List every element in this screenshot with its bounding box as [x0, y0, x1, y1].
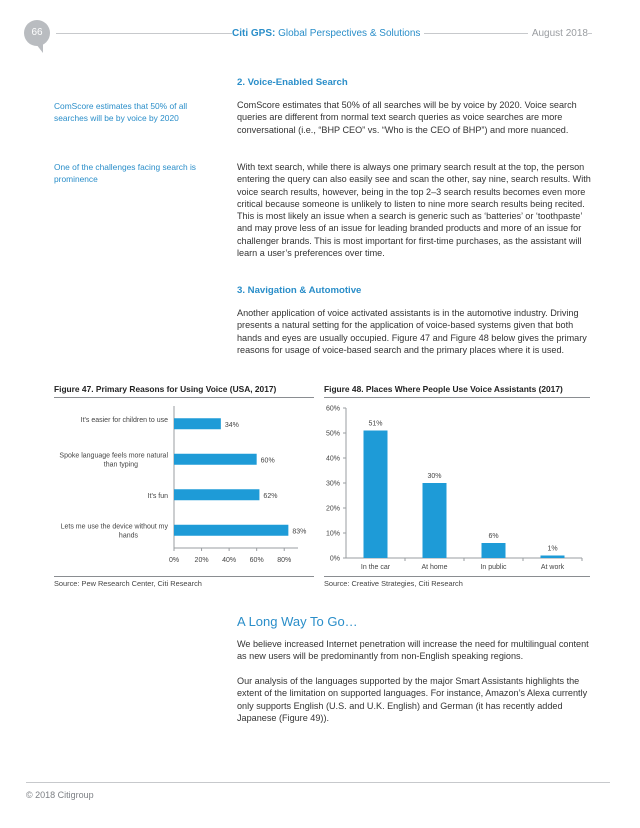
category-label-4: Lets me use the device without my hands: [60, 523, 168, 540]
sidebar-note-2: One of the challenges facing search is prominence: [54, 162, 196, 184]
figure-47-title: Figure 47. Primary Reasons for Using Voice (USA, 2017): [54, 384, 277, 394]
bar-2: [174, 454, 257, 465]
sidebar-note-1: ComScore estimates that 50% of all searches will be by voice by 2020: [54, 101, 188, 123]
bar-2: [423, 483, 447, 558]
brand-subtitle: Global Perspectives & Solutions: [275, 28, 421, 39]
y-tick-label-6: 50%: [325, 430, 340, 438]
paragraph-long-way-1: We believe increased Internet penetration will increase the need for multilingual content as new users will be predominantly from non-English speaking regions.: [237, 639, 589, 662]
bar-1: [364, 431, 388, 559]
category-label-4: At work: [540, 564, 565, 571]
data-label-3: 62%: [263, 492, 278, 500]
brand-title: [232, 28, 424, 39]
bar-4: [174, 525, 288, 536]
category-label-2: Spoke language feels more natural than typing: [59, 452, 168, 469]
figure-47-bottom-rule: [54, 576, 314, 577]
x-tick-label-1: 0%: [168, 557, 180, 564]
category-label-1: It's easier for children to use: [80, 416, 168, 424]
data-label-1: 34%: [224, 421, 239, 429]
paragraph-voice-search-1: ComScore estimates that 50% of all searches will be by voice by 2020. Voice search queries are different from normal text search queries as voice searches are more conversational (i.e., “BHP CEO” vs. “Who is the CEO of BHP”) and more nuanced.: [237, 100, 577, 135]
y-tick-label-1: 0%: [329, 555, 340, 563]
figure-48-source: Source: Creative Strategies, Citi Research: [324, 579, 463, 588]
figure-48-top-rule: [324, 397, 590, 398]
data-label-4: 1%: [547, 545, 558, 553]
section-heading-navigation: 3. Navigation & Automotive: [237, 285, 362, 296]
figure-47-chart: [54, 400, 320, 576]
data-label-1: 51%: [368, 420, 383, 428]
data-label-2: 60%: [260, 457, 275, 465]
figure-48-title: Figure 48. Places Where People Use Voice Assistants (2017): [324, 384, 563, 394]
header-date: August 2018: [528, 28, 588, 39]
x-tick-label-5: 80%: [277, 557, 292, 564]
paragraph-voice-search-2: With text search, while there is always one primary search result at the top, the person entering the query can also easily see and scan the other, say nine, search results. With voice search results, however, being in the top 2–3 search results becomes even more critical because someone is unlikely to listen to nine more search results being recited. This is most likely an issue when a search is generic such as ‘batteries’ or ‘toothpaste’ and may prove less of an issue for leading branded products and more of an issue for challenger brands. This is most important for first-time purchases, as the assistant will learn a user’s preferences over time.: [237, 162, 591, 259]
y-tick-label-3: 20%: [325, 505, 340, 513]
bar-3: [482, 543, 506, 558]
figure-48-bottom-rule: [324, 576, 590, 577]
category-label-1: In the car: [360, 564, 391, 571]
section-heading-long-way: A Long Way To Go…: [237, 614, 358, 629]
x-tick-label-4: 60%: [249, 557, 264, 564]
footer-rule: [26, 782, 610, 783]
y-tick-label-7: 60%: [325, 405, 340, 413]
page-number-badge: 66: [24, 20, 50, 46]
paragraph-long-way-2: Our analysis of the languages supported by the major Smart Assistants highlights the extent of the limitation on supported languages. For instance, Amazon’s Alexa currently only supports English (U.S. and U.K. English) and German (it has recently added Japanese (Figure 49)).: [237, 676, 588, 723]
category-label-3: In public: [480, 564, 507, 571]
bar-4: [541, 556, 565, 559]
y-tick-label-5: 40%: [325, 455, 340, 463]
figure-47-source: Source: Pew Research Center, Citi Research: [54, 579, 202, 588]
figure-48-chart: [320, 400, 590, 576]
page-badge-tail: [36, 44, 43, 53]
data-label-4: 83%: [292, 528, 307, 536]
y-tick-label-2: 10%: [325, 530, 340, 538]
figure-47-top-rule: [54, 397, 314, 398]
data-label-2: 30%: [427, 473, 442, 480]
brand-bold: Citi GPS:: [232, 28, 276, 39]
bar-3: [174, 489, 259, 500]
data-label-3: 6%: [488, 533, 499, 540]
x-tick-label-3: 40%: [222, 557, 237, 564]
footer-copyright: © 2018 Citigroup: [26, 790, 94, 800]
y-tick-label-4: 30%: [325, 480, 340, 488]
paragraph-navigation-1: Another application of voice activated assistants is in the automotive industry. Driving presents a natural setting for the application of voice-based systems given that both hands and eyes are usually occupied. Figure 47 and Figure 48 below gives the primary reasons for usage of voice-based search and the primary places where it is used.: [237, 308, 587, 355]
section-heading-voice-search: 2. Voice-Enabled Search: [237, 77, 348, 88]
bar-1: [174, 418, 221, 429]
x-tick-label-2: 20%: [194, 557, 209, 564]
category-label-2: At home: [421, 564, 448, 571]
category-label-3: It's fun: [147, 492, 168, 500]
